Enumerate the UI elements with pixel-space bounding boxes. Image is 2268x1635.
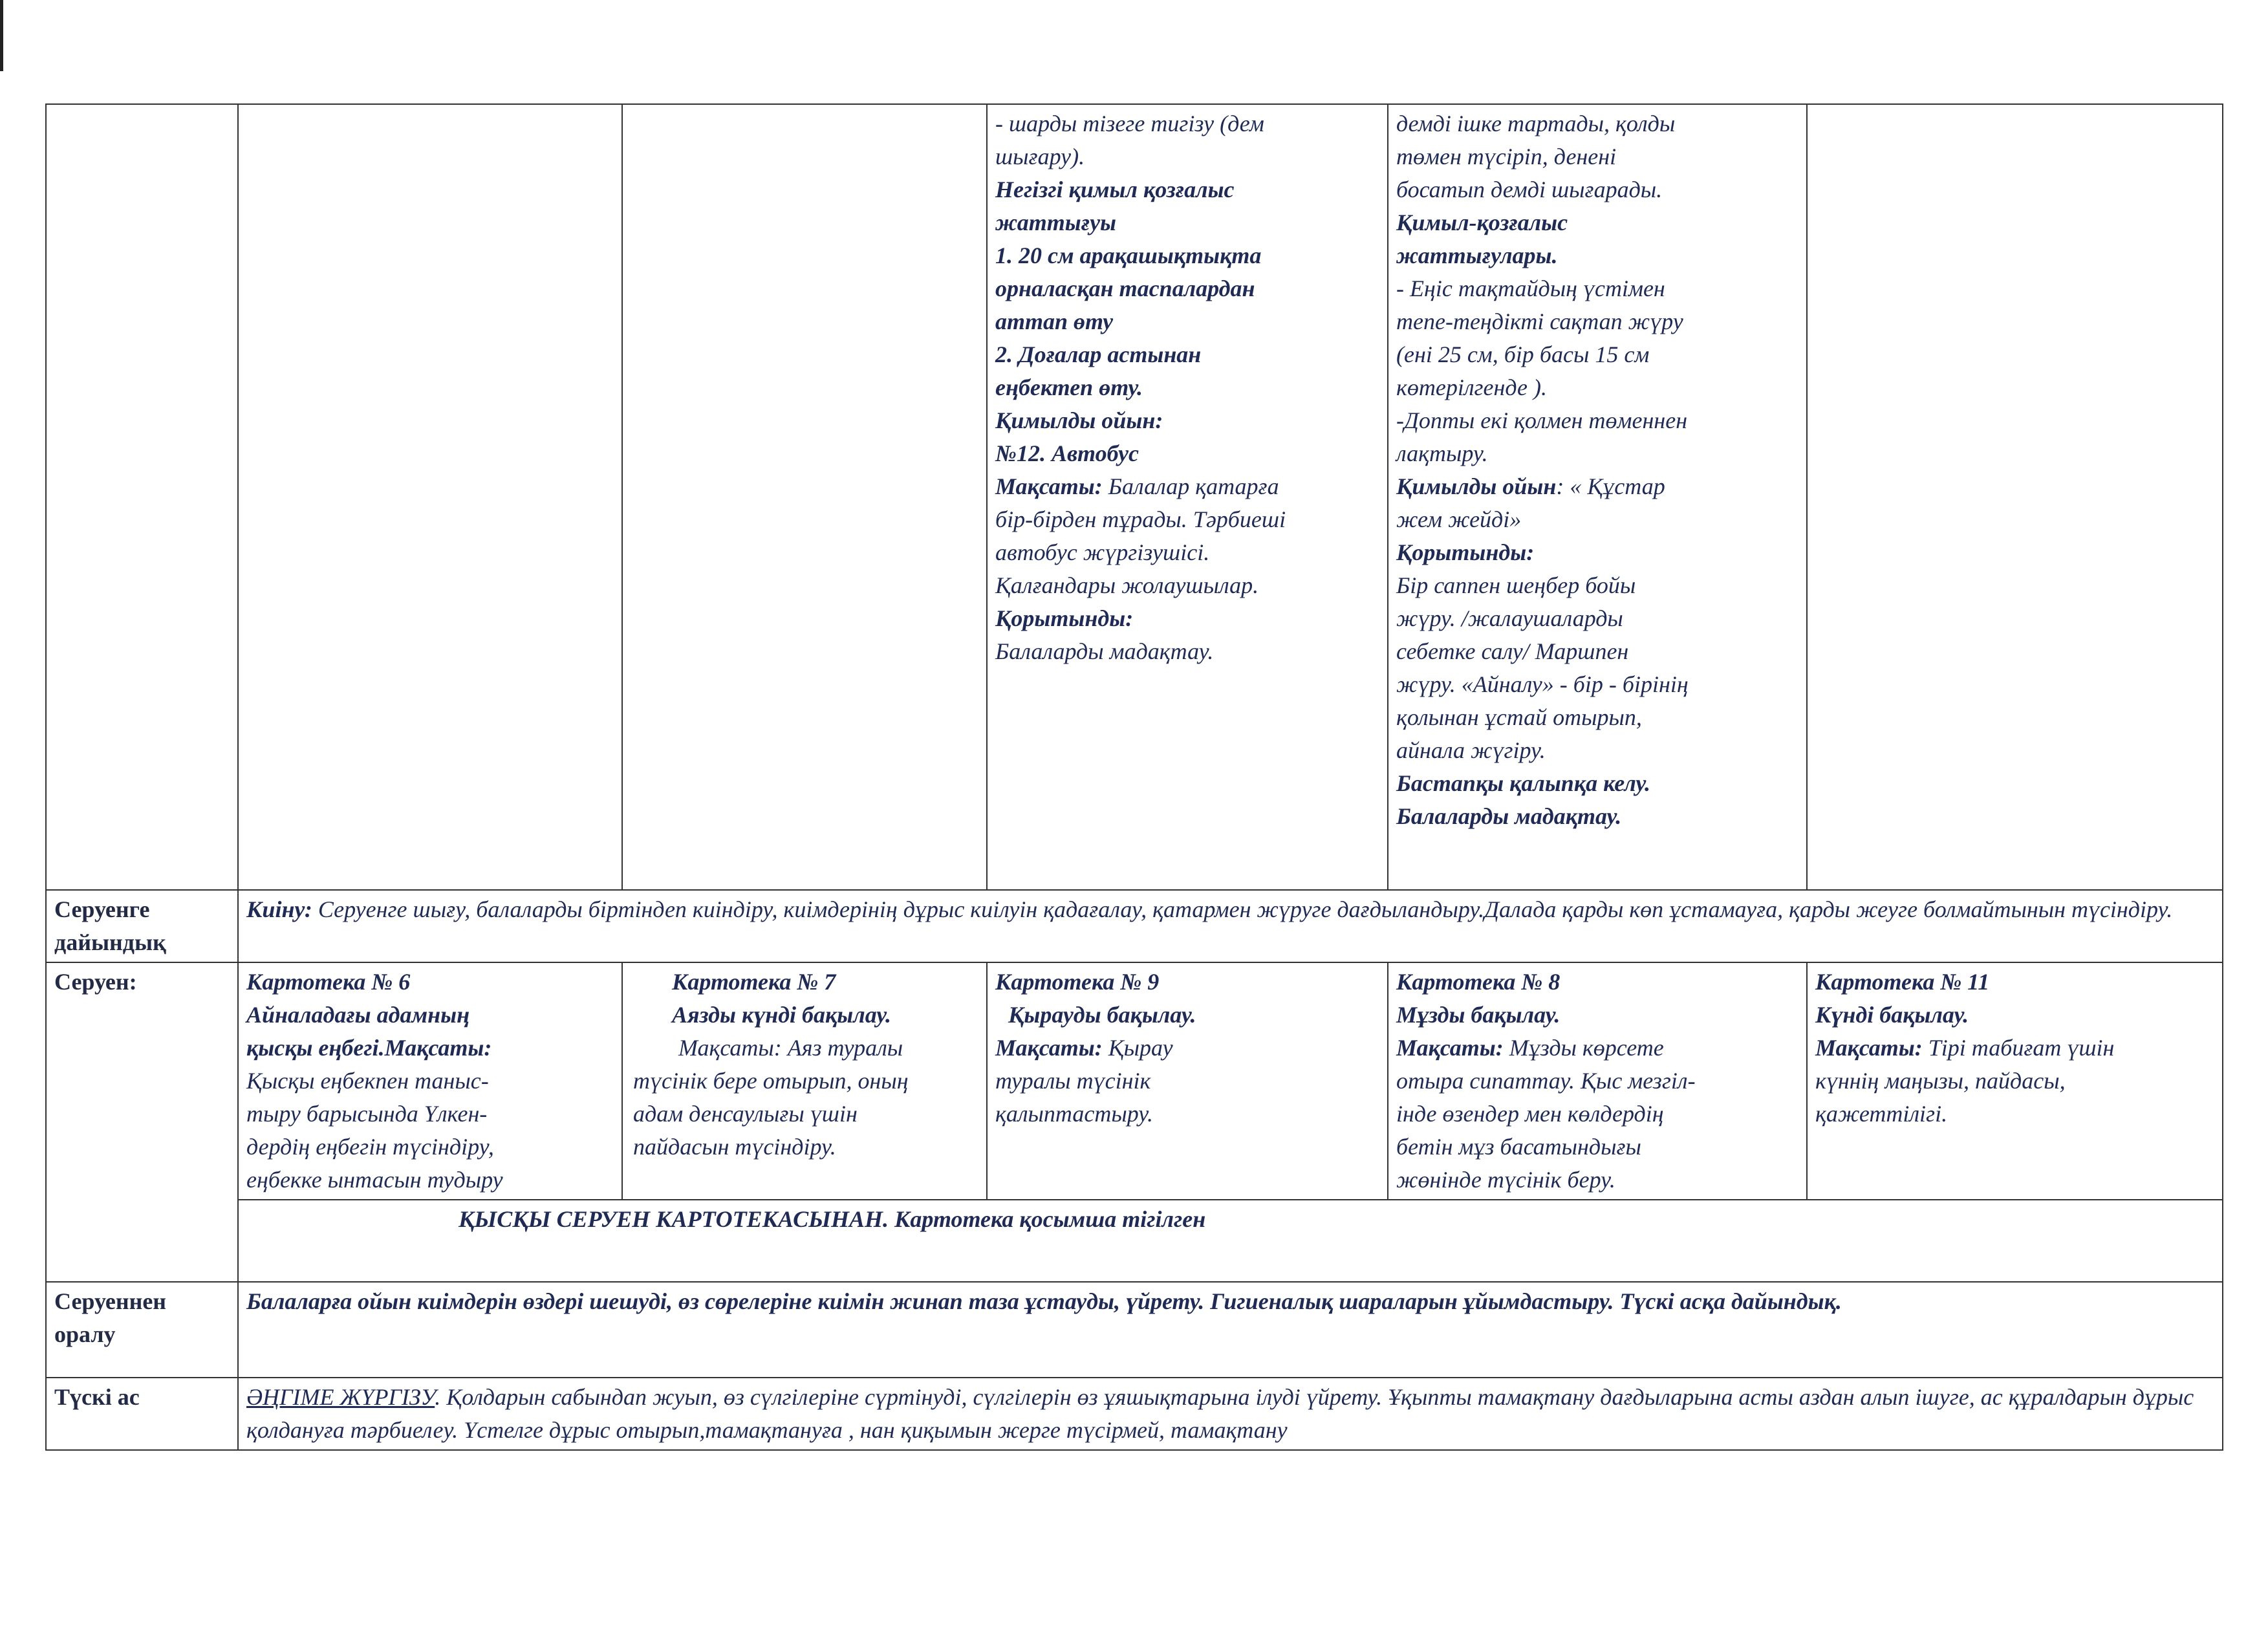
card-title: Картотека № 8 — [1396, 969, 1561, 995]
return-label — [46, 1282, 238, 1378]
exercise-line: айнала жүгіру. — [1396, 737, 1546, 763]
walk-prep-text: Серуенге шығу, балаларды біртіндеп киіндіру, киімдерінің дұрыс киілуін қадағалау, қатармен жүруге дағдыландыру.Далада қарды көп ұстамауға, қарды жеуге болмайтынын түсіндіру. — [312, 896, 2173, 922]
exercise-line: жаттығуы — [995, 210, 1117, 235]
card-topic: Мұзды бақылау. — [1396, 1002, 1561, 1028]
card-text-line: адам денсаулығы үшін — [633, 1101, 858, 1127]
exercise-line: (ені 25 см, бір басы 15 см — [1396, 341, 1650, 367]
exercise-line: Қорытынды: — [1396, 539, 1535, 565]
exercise-line: - шарды тізеге тигізу (дем — [995, 111, 1264, 136]
exercise-line: демді ішке тартады, қолды — [1396, 111, 1676, 136]
exercise-line: еңбектеп өту. — [995, 374, 1143, 400]
return-label-line1: Серуеннен — [54, 1288, 167, 1314]
daily-plan-table — [45, 103, 2223, 1451]
card-text-line: Тірі табиғат үшін — [1922, 1035, 2115, 1061]
exercise-line: Бастапқы қалыпқа келу. — [1396, 770, 1651, 796]
card-title: Картотека № 11 — [1815, 969, 1990, 995]
card-text-line: еңбекке ынтасын тудыру — [246, 1167, 503, 1193]
card-goal-label: Мақсаты: — [1396, 1035, 1504, 1061]
walk-prep-lead: Киіну: — [246, 896, 312, 922]
walk-card-2 — [622, 962, 987, 1200]
card-text-line: қалыптастыру. — [995, 1101, 1153, 1127]
plan-sheet — [45, 103, 2222, 1451]
exercise-cell-5 — [1388, 104, 1807, 890]
exercise-line: жүру. «Айналу» - бір - бірінің — [1396, 671, 1689, 697]
walk-cards-row — [46, 962, 2223, 1200]
card-text-line: қажеттілігі. — [1815, 1101, 1948, 1127]
walk-prep-label — [46, 890, 238, 962]
exercise-cell-4 — [987, 104, 1388, 890]
card-topic: Аязды күнді бақылау. — [672, 1002, 891, 1028]
card-topic: қысқы еңбегі.Мақсаты: — [246, 1035, 492, 1061]
card-text-line: дердің еңбегін түсіндіру, — [246, 1134, 494, 1160]
walk-card-4 — [1388, 962, 1807, 1200]
walk-prep-label-line1: Серуенге — [54, 896, 150, 922]
card-topic: Айналадағы адамның — [246, 1002, 470, 1028]
lunch-text: . Қолдарын сабындап жуып, өз сүлгілеріне сүртінуді, сүлгілерін өз ұяшықтарына ілуді үйрету. Ұқыпты тамақтану дағдыларына асты аздан алып ішуге, ас құралдарын дұрыс қолдануға тәрбиелеу. Үстелге дұрыс отырып,тамақтануға , нан қиқымын жерге түсірмей, тамақтану — [246, 1384, 2194, 1443]
exercise-line: орналасқан таспалардан — [995, 276, 1255, 301]
exercise-line: босатып демді шығарады. — [1396, 177, 1663, 202]
walk-prep-text-cell — [238, 890, 2223, 962]
lunch-lead: ӘҢГІМЕ ЖҮРГІЗУ — [246, 1384, 435, 1410]
card-text-line: бетін мұз басатындығы — [1396, 1134, 1641, 1160]
exercise-line: жем жейді» — [1396, 506, 1522, 532]
exercise-line: Қимылды ойын: « Құстар — [1396, 473, 1665, 499]
exercise-line: №12. Автобус — [995, 440, 1139, 466]
exercise-line-lead: Қимылды ойын — [1396, 473, 1557, 499]
cell-empty-3 — [622, 104, 987, 890]
card-text-line: тыру барысында Үлкен- — [246, 1101, 488, 1127]
walk-note: ҚЫСҚЫ СЕРУЕН КАРТОТЕКАСЫНАН. Картотека қосымша тігілген — [459, 1206, 1206, 1232]
exercise-line: көтерілгенде ). — [1396, 374, 1548, 400]
card-text-line: отыра сипаттау. Қыс мезгіл- — [1396, 1068, 1696, 1094]
card-text-line: Мақсаты: Аяз туралы — [678, 1035, 903, 1061]
exercise-line: бір-бірден тұрады. Тәрбиеші — [995, 506, 1286, 532]
exercise-line: Қимыл-қозғалыс — [1396, 210, 1568, 235]
exercise-line: Негізгі қимыл қозғалыс — [995, 177, 1235, 202]
exercise-line: 1. 20 см арақашықтықта — [995, 243, 1262, 268]
card-text-line: інде өзендер мен көлдердің — [1396, 1101, 1664, 1127]
return-row — [46, 1282, 2223, 1378]
cell-empty-2 — [238, 104, 622, 890]
exercise-line: Балаларды мадақтау. — [1396, 803, 1622, 829]
card-text-line: Қысқы еңбекпен таныс- — [246, 1068, 489, 1094]
exercise-line: шығару). — [995, 144, 1085, 169]
exercise-line: Қорытынды: — [995, 605, 1134, 631]
walk-note-row — [46, 1200, 2223, 1282]
exercise-line: аттап өту — [995, 309, 1114, 334]
lunch-text-cell — [238, 1378, 2223, 1450]
card-title: Картотека № 7 — [672, 969, 836, 995]
cell-empty-6 — [1807, 104, 2223, 890]
walk-label-text: Серуен: — [54, 969, 137, 995]
exercise-line: себетке салу/ Маршпен — [1396, 638, 1629, 664]
exercise-line: қолынан ұстай отырып, — [1396, 704, 1642, 730]
card-goal-label: Мақсаты: — [1815, 1035, 1923, 1061]
lunch-row — [46, 1378, 2223, 1450]
card-text-line: Қырау — [1102, 1035, 1173, 1061]
lunch-label — [46, 1378, 238, 1450]
walk-note-cell — [238, 1200, 2223, 1282]
exercise-line-lead: Мақсаты: — [995, 473, 1103, 499]
card-text-line: пайдасын түсіндіру. — [633, 1134, 836, 1160]
card-text-line: туралы түсінік — [995, 1068, 1151, 1094]
return-label-line2: оралу — [54, 1321, 116, 1347]
card-title: Картотека № 6 — [246, 969, 411, 995]
card-topic: Қырауды бақылау. — [1008, 1002, 1196, 1028]
exercise-line: Мақсаты: Балалар қатарға — [995, 473, 1279, 499]
exercise-line: автобус жүргізушісі. — [995, 539, 1210, 565]
walk-label — [46, 962, 238, 1282]
cell-empty-1 — [46, 104, 238, 890]
exercise-line: -Допты екі қолмен төменнен — [1396, 407, 1688, 433]
card-topic: Күнді бақылау. — [1815, 1002, 1969, 1028]
scan-edge-mark — [0, 0, 3, 71]
exercise-line: Қимылды ойын: — [995, 407, 1163, 433]
card-text-line: күннің маңызы, пайдасы, — [1815, 1068, 2066, 1094]
lunch-label-text: Түскі ас — [54, 1384, 140, 1410]
walk-prep-row — [46, 890, 2223, 962]
walk-card-1 — [238, 962, 622, 1200]
walk-prep-label-line2: дайындық — [54, 929, 166, 955]
exercise-line: 2. Доғалар астынан — [995, 341, 1202, 367]
exercise-text-4 — [995, 107, 1379, 668]
exercise-line: Бір саппен шеңбер бойы — [1396, 572, 1636, 598]
exercise-line: лақтыру. — [1396, 440, 1488, 466]
return-text: Балаларға ойын киімдерін өздері шешуді, өз сөрелеріне киімін жинап таза ұстауды, үйрету. Гигиеналық шараларын ұйымдастыру. Түскі асқа дайындық. — [246, 1288, 1842, 1314]
exercise-line: - Еңіс тақтайдың үстімен — [1396, 276, 1665, 301]
card-title: Картотека № 9 — [995, 969, 1160, 995]
card-text-line: жөнінде түсінік беру. — [1396, 1167, 1615, 1193]
exercise-line: Балаларды мадақтау. — [995, 638, 1214, 664]
exercise-line: тепе-теңдікті сақтап жүру — [1396, 309, 1683, 334]
exercise-line: Қалғандары жолаушылар. — [995, 572, 1259, 598]
exercise-line: жүру. /жалаушаларды — [1396, 605, 1623, 631]
card-text-line: түсінік бере отырып, оның — [633, 1068, 909, 1094]
exercise-text-5 — [1396, 107, 1798, 833]
card-text-line: Мұзды көрсете — [1503, 1035, 1664, 1061]
exercise-line: жаттығулары. — [1396, 243, 1558, 268]
card-goal-label: Мақсаты: — [995, 1035, 1103, 1061]
walk-card-3 — [987, 962, 1388, 1200]
continuation-row — [46, 104, 2223, 890]
return-text-cell — [238, 1282, 2223, 1378]
walk-card-5 — [1807, 962, 2223, 1200]
exercise-line: төмен түсіріп, денені — [1396, 144, 1617, 169]
